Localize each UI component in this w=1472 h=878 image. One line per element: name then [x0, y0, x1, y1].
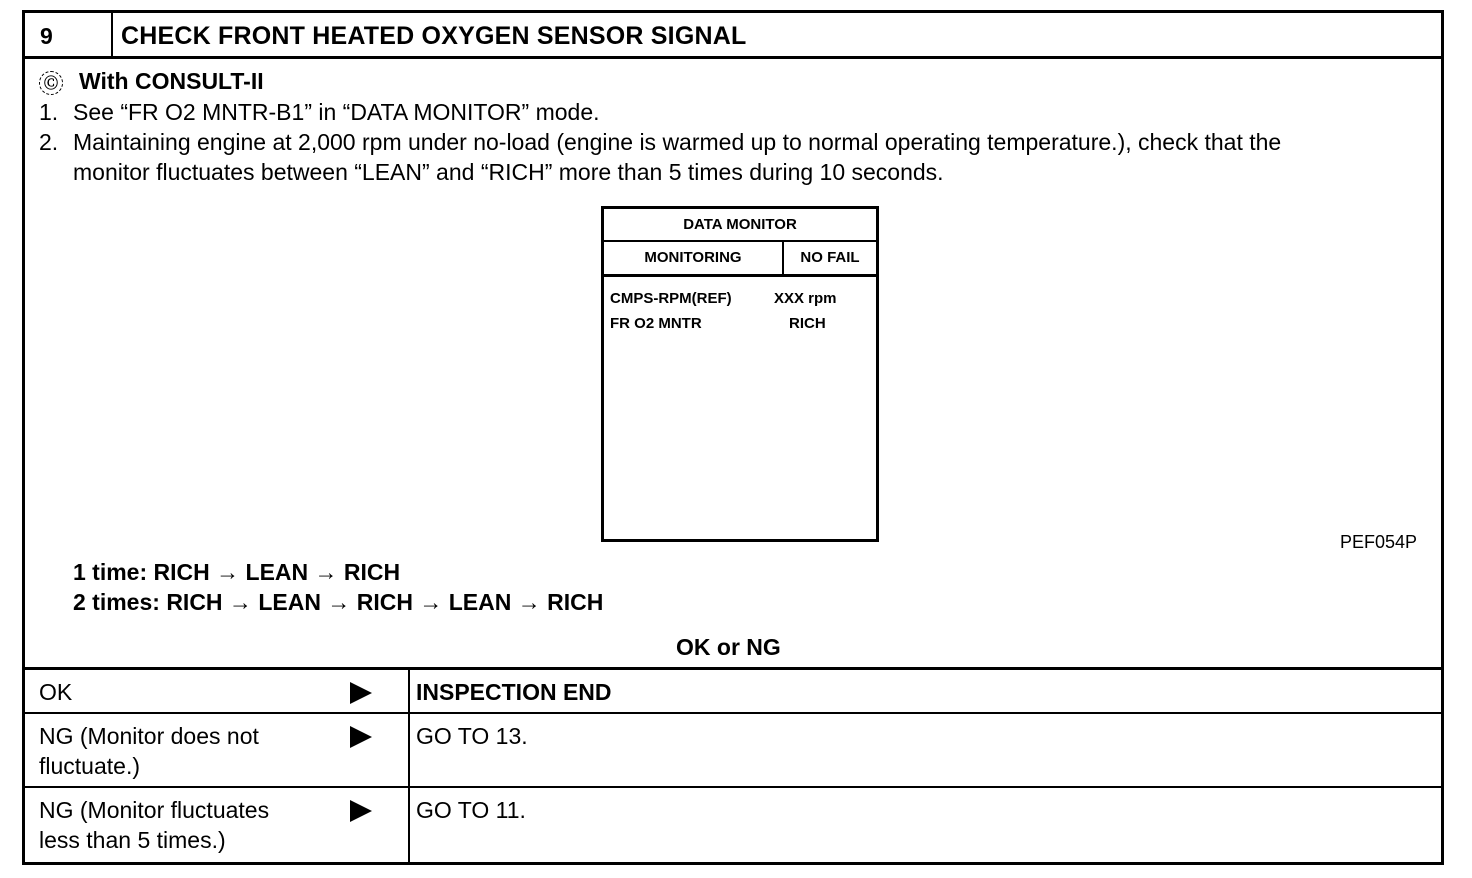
inspection-step-box	[22, 10, 1444, 865]
item-label: CMPS-RPM(REF)	[610, 290, 732, 307]
result-condition-cont: fluctuate.)	[39, 753, 140, 779]
results-row-divider	[25, 786, 1441, 788]
monitoring-label: MONITORING	[604, 242, 784, 274]
consult-icon: Ⓒ	[39, 71, 63, 95]
step2-line2: monitor fluctuates between “LEAN” and “RICH” more than 5 times during 10 seconds.	[73, 159, 944, 185]
cycle-two: 2 times: RICH → LEAN → RICH → LEAN → RICH	[73, 589, 604, 615]
result-condition-cont: less than 5 times.)	[39, 827, 226, 853]
cycle-one: 1 time: RICH → LEAN → RICH	[73, 559, 401, 585]
result-condition: OK	[39, 679, 73, 705]
step-number: 9	[40, 23, 53, 49]
item-value: XXX rpm	[774, 290, 837, 307]
item-value: RICH	[789, 315, 826, 332]
data-monitor-screen	[601, 206, 879, 542]
screen-title: DATA MONITOR	[604, 209, 876, 242]
right-arrow-icon	[350, 726, 372, 748]
result-action: INSPECTION END	[416, 679, 612, 705]
item-label: FR O2 MNTR	[610, 315, 702, 332]
results-row-divider	[25, 712, 1441, 714]
step2-line1: Maintaining engine at 2,000 rpm under no-load (engine is warmed up to normal operating temperature.), check that the	[73, 129, 1282, 155]
results-top-divider	[25, 667, 1441, 670]
step1-number: 1.	[39, 99, 59, 125]
results-column-divider	[408, 668, 410, 862]
step-title: CHECK FRONT HEATED OXYGEN SENSOR SIGNAL	[121, 22, 747, 50]
header-number-divider	[111, 13, 113, 57]
right-arrow-icon	[350, 800, 372, 822]
right-arrow-icon	[350, 682, 372, 704]
ok-or-ng-label: OK or NG	[676, 634, 781, 660]
screen-status-row	[604, 242, 876, 277]
header-divider	[25, 56, 1441, 59]
no-fail-label: NO FAIL	[800, 249, 860, 266]
result-action: GO TO 13.	[416, 723, 528, 749]
step2-number: 2.	[39, 129, 59, 155]
result-condition: NG (Monitor does not	[39, 723, 259, 749]
consult-heading: With CONSULT-II	[79, 68, 264, 94]
result-condition: NG (Monitor fluctuates	[39, 797, 270, 823]
step1-text: See “FR O2 MNTR-B1” in “DATA MONITOR” mode.	[73, 99, 600, 125]
result-action: GO TO 11.	[416, 797, 526, 823]
figure-code: PEF054P	[1340, 532, 1418, 552]
